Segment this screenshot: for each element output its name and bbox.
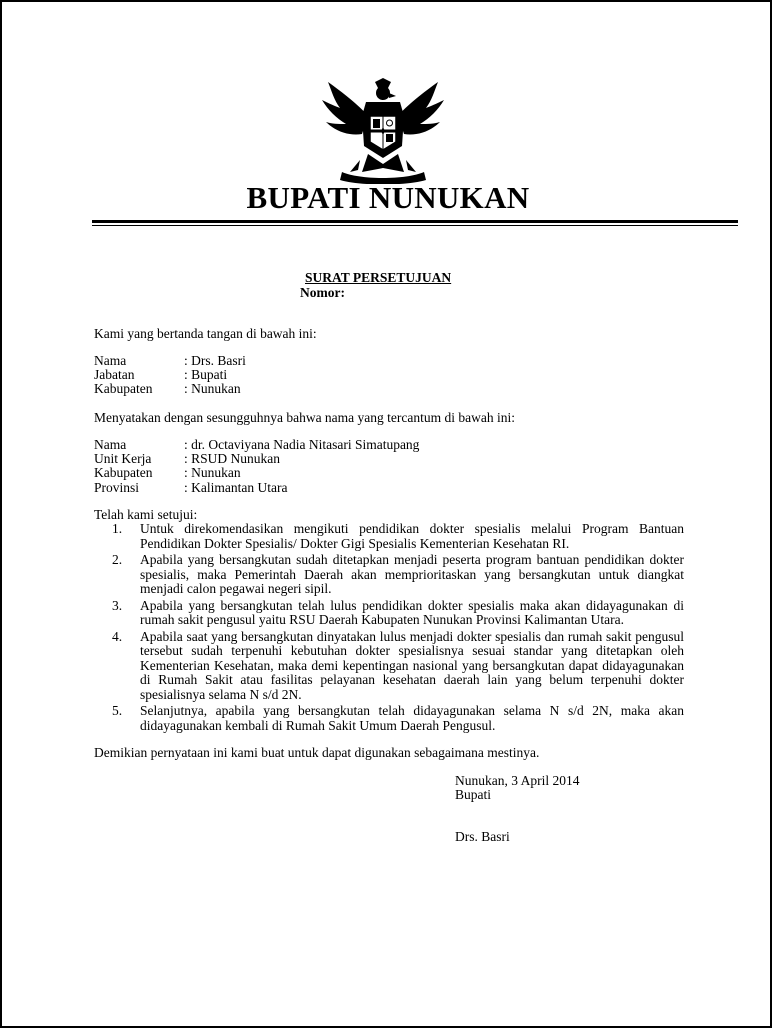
signer-label: Jabatan — [94, 367, 135, 382]
list-item-number: 2. — [112, 552, 123, 567]
list-item-number: 5. — [112, 703, 123, 718]
agreement-list — [112, 522, 684, 735]
subject-row — [94, 466, 241, 481]
signer-row — [94, 382, 241, 397]
list-item-number: 3. — [112, 597, 123, 613]
subject-value: : Kalimantan Utara — [184, 480, 288, 495]
place-date: Nunukan, 3 April 2014 — [455, 773, 580, 788]
list-item — [112, 522, 684, 551]
list-item-text: Apabila saat yang bersangkutan dinyatakan lulus menjadi dokter spesialis dan rumah sakit pengusul tersebut sudah terpenuhi kebutuhan dokter spesialisnya sesuai standar yang ditetapkan oleh Kementerian Kesehatan, maka demi kepentingan nasional yang bersangkutan dapat didayagunakan di Rumah Sakit atau fasilitas pelayanan kesehatan daerah lain yang belum terpenuhi dokter spesialisnya selama N s/d 2N. — [140, 628, 684, 702]
signer-label: Nama — [94, 353, 127, 368]
subject-label: Provinsi — [94, 480, 140, 495]
list-item-text: Apabila yang bersangkutan sudah ditetapkan menjadi peserta program bantuan pendidikan dokter spesialis, maka Pemerintah Daerah akan memprioritaskan yang bersangkutan untuk diangkat menjadi calon pegawai negeri sipil. — [140, 552, 684, 596]
list-item-text: Untuk direkomendasikan mengikuti pendidikan dokter spesialis melalui Program Bantuan Pendidikan Dokter Spesialis/ Dokter Gigi Spesialis Kementerian Kesehatan RI. — [140, 521, 684, 551]
letterhead-rule-thick — [92, 220, 738, 223]
agreed-intro: Telah kami setujui: — [94, 507, 198, 522]
list-item — [112, 630, 684, 703]
list-item-text: Apabila yang bersangkutan telah lulus pendidikan dokter spesialis maka akan didayagunakan di rumah sakit pengusul yaitu RSU Daerah Kabupaten Nunukan Provinsi Kalimantan Utara. — [140, 597, 684, 627]
subject-value: : Nunukan — [184, 465, 241, 480]
signer-value: : Bupati — [184, 367, 228, 382]
subject-value: : dr. Octaviyana Nadia Nitasari Simatupang — [184, 437, 420, 452]
garuda-emblem-icon — [320, 76, 446, 184]
signer-value: : Nunukan — [184, 381, 241, 396]
signer-title: Bupati — [455, 787, 491, 802]
subject-value: : RSUD Nunukan — [184, 451, 281, 466]
closing-text: Demikian pernyataan ini kami buat untuk dapat digunakan sebagaimana mestinya. — [94, 745, 540, 760]
list-item — [112, 704, 684, 733]
list-item-text: Selanjutnya, apabila yang bersangkutan telah didayagunakan selama N s/d 2N, maka akan didayagunakan kembali di Rumah Sakit Umum Daerah Pengusul. — [140, 703, 684, 733]
subject-row — [94, 481, 287, 496]
signer-name: Drs. Basri — [455, 829, 510, 844]
statement-text: Menyatakan dengan sesungguhnya bahwa nama yang tercantum di bawah ini: — [94, 410, 515, 425]
letterhead-rule-thin — [92, 225, 738, 226]
signer-label: Kabupaten — [94, 381, 153, 396]
document-title: SURAT PERSETUJUAN — [305, 270, 452, 285]
list-item — [112, 553, 684, 597]
subject-label: Nama — [94, 437, 127, 452]
list-item — [112, 599, 684, 628]
document-number: Nomor: — [300, 285, 345, 300]
subject-label: Kabupaten — [94, 465, 153, 480]
signer-value: : Drs. Basri — [184, 353, 246, 368]
list-item-number: 1. — [112, 521, 123, 536]
subject-label: Unit Kerja — [94, 451, 152, 466]
letterhead-title: BUPATI NUNUKAN — [246, 180, 530, 215]
list-item-number: 4. — [112, 628, 123, 644]
intro-text: Kami yang bertanda tangan di bawah ini: — [94, 326, 317, 341]
